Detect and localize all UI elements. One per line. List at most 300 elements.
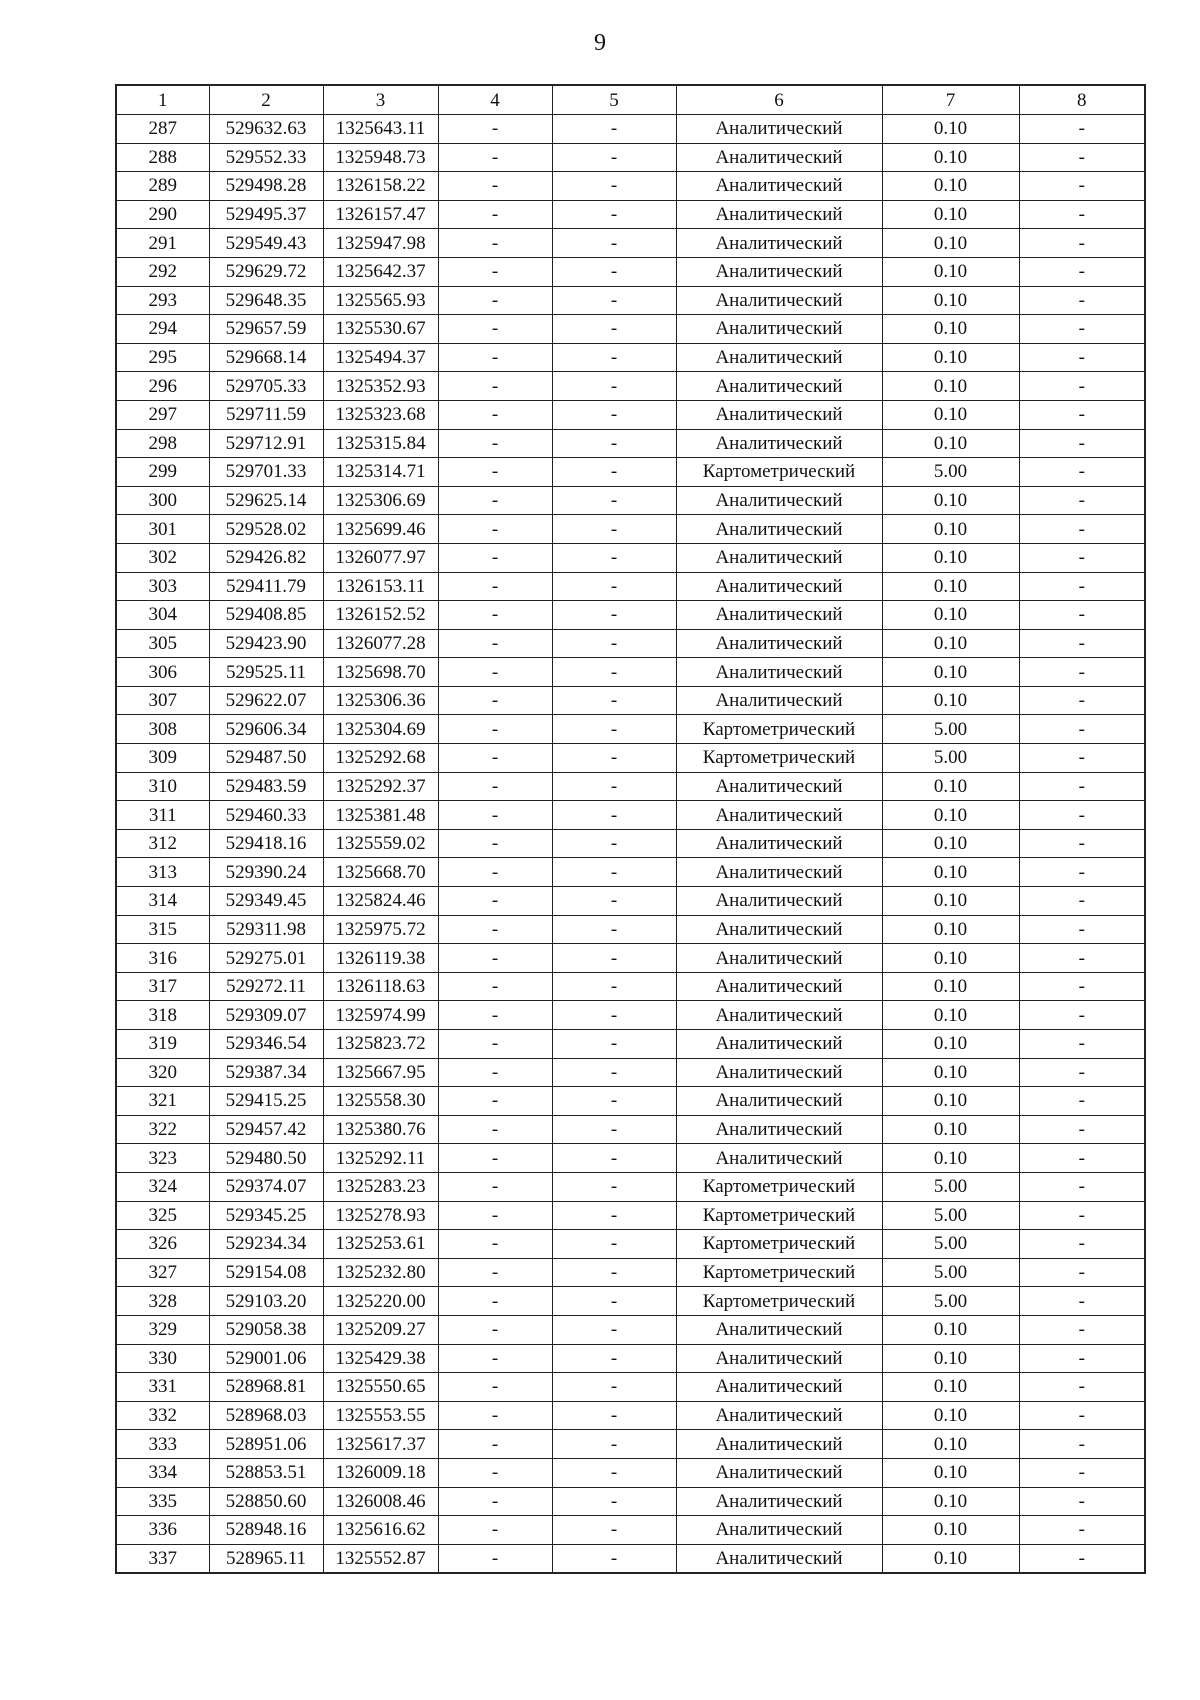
table-cell-col-7: 0.10 bbox=[882, 143, 1019, 172]
table-cell-col-2: 529480.50 bbox=[209, 1144, 323, 1173]
table-cell-col-6: Аналитический bbox=[676, 972, 882, 1001]
table-cell-col-8: - bbox=[1019, 1344, 1145, 1373]
table-row bbox=[116, 1487, 1145, 1516]
table-row bbox=[116, 572, 1145, 601]
table-cell-col-3: 1325292.68 bbox=[323, 744, 438, 773]
table-cell-col-7: 0.10 bbox=[882, 400, 1019, 429]
table-cell-col-1: 306 bbox=[116, 658, 209, 687]
table-cell-col-6: Аналитический bbox=[676, 887, 882, 916]
table-cell-col-4: - bbox=[438, 1516, 552, 1545]
table-cell-col-7: 0.10 bbox=[882, 629, 1019, 658]
table-cell-col-6: Аналитический bbox=[676, 1001, 882, 1030]
table-cell-col-7: 0.10 bbox=[882, 200, 1019, 229]
table-cell-col-4: - bbox=[438, 915, 552, 944]
table-cell-col-2: 529552.33 bbox=[209, 143, 323, 172]
table-cell-col-3: 1325232.80 bbox=[323, 1258, 438, 1287]
table-cell-col-8: - bbox=[1019, 429, 1145, 458]
table-cell-col-1: 301 bbox=[116, 515, 209, 544]
table-row bbox=[116, 1201, 1145, 1230]
table-cell-col-4: - bbox=[438, 1401, 552, 1430]
table-cell-col-4: - bbox=[438, 1030, 552, 1059]
table-cell-col-4: - bbox=[438, 1144, 552, 1173]
table-row bbox=[116, 1230, 1145, 1259]
table-row bbox=[116, 715, 1145, 744]
table-cell-col-7: 0.10 bbox=[882, 229, 1019, 258]
table-cell-col-2: 529629.72 bbox=[209, 257, 323, 286]
table-cell-col-2: 528968.81 bbox=[209, 1373, 323, 1402]
table-cell-col-1: 293 bbox=[116, 286, 209, 315]
table-cell-col-2: 529234.34 bbox=[209, 1230, 323, 1259]
table-cell-col-2: 529668.14 bbox=[209, 343, 323, 372]
table-cell-col-3: 1325314.71 bbox=[323, 458, 438, 487]
table-cell-col-2: 529648.35 bbox=[209, 286, 323, 315]
table-cell-col-5: - bbox=[552, 1001, 676, 1030]
table-cell-col-8: - bbox=[1019, 1201, 1145, 1230]
table-cell-col-6: Аналитический bbox=[676, 372, 882, 401]
table-cell-col-1: 325 bbox=[116, 1201, 209, 1230]
table-row bbox=[116, 115, 1145, 144]
table-cell-col-8: - bbox=[1019, 1487, 1145, 1516]
table-cell-col-4: - bbox=[438, 658, 552, 687]
table-cell-col-4: - bbox=[438, 515, 552, 544]
table-cell-col-8: - bbox=[1019, 1315, 1145, 1344]
table-cell-col-7: 0.10 bbox=[882, 1544, 1019, 1573]
table-cell-col-2: 529705.33 bbox=[209, 372, 323, 401]
table-cell-col-7: 0.10 bbox=[882, 658, 1019, 687]
table-cell-col-2: 529426.82 bbox=[209, 543, 323, 572]
table-cell-col-7: 5.00 bbox=[882, 458, 1019, 487]
table-row bbox=[116, 944, 1145, 973]
table-cell-col-5: - bbox=[552, 115, 676, 144]
table-cell-col-8: - bbox=[1019, 1544, 1145, 1573]
table-cell-col-5: - bbox=[552, 1458, 676, 1487]
table-cell-col-8: - bbox=[1019, 315, 1145, 344]
table-cell-col-1: 319 bbox=[116, 1030, 209, 1059]
table-row bbox=[116, 1115, 1145, 1144]
table-row bbox=[116, 772, 1145, 801]
table-cell-col-7: 0.10 bbox=[882, 915, 1019, 944]
table-cell-col-7: 5.00 bbox=[882, 744, 1019, 773]
table-cell-col-2: 529154.08 bbox=[209, 1258, 323, 1287]
table-cell-col-4: - bbox=[438, 1172, 552, 1201]
table-cell-col-3: 1325948.73 bbox=[323, 143, 438, 172]
table-cell-col-6: Картометрический bbox=[676, 1287, 882, 1316]
table-cell-col-8: - bbox=[1019, 486, 1145, 515]
table-cell-col-6: Аналитический bbox=[676, 1058, 882, 1087]
table-cell-col-8: - bbox=[1019, 915, 1145, 944]
table-cell-col-8: - bbox=[1019, 515, 1145, 544]
table-cell-col-1: 331 bbox=[116, 1373, 209, 1402]
table-cell-col-4: - bbox=[438, 1058, 552, 1087]
table-row bbox=[116, 1430, 1145, 1459]
table-cell-col-7: 0.10 bbox=[882, 572, 1019, 601]
table-cell-col-7: 0.10 bbox=[882, 343, 1019, 372]
table-cell-col-6: Картометрический bbox=[676, 1172, 882, 1201]
table-cell-col-3: 1325616.62 bbox=[323, 1516, 438, 1545]
table-cell-col-3: 1325220.00 bbox=[323, 1287, 438, 1316]
table-cell-col-2: 529712.91 bbox=[209, 429, 323, 458]
table-cell-col-4: - bbox=[438, 744, 552, 773]
table-cell-col-8: - bbox=[1019, 1001, 1145, 1030]
table-row bbox=[116, 1030, 1145, 1059]
table-cell-col-6: Аналитический bbox=[676, 1430, 882, 1459]
table-cell-col-6: Аналитический bbox=[676, 572, 882, 601]
table-cell-col-4: - bbox=[438, 629, 552, 658]
table-cell-col-4: - bbox=[438, 972, 552, 1001]
table-cell-col-3: 1325278.93 bbox=[323, 1201, 438, 1230]
table-cell-col-2: 529657.59 bbox=[209, 315, 323, 344]
table-cell-col-5: - bbox=[552, 1373, 676, 1402]
table-cell-col-8: - bbox=[1019, 286, 1145, 315]
table-cell-col-2: 528948.16 bbox=[209, 1516, 323, 1545]
table-cell-col-4: - bbox=[438, 572, 552, 601]
table-cell-col-3: 1326119.38 bbox=[323, 944, 438, 973]
table-cell-col-6: Картометрический bbox=[676, 1258, 882, 1287]
table-cell-col-7: 0.10 bbox=[882, 1001, 1019, 1030]
table-cell-col-6: Картометрический bbox=[676, 1230, 882, 1259]
table-cell-col-2: 529528.02 bbox=[209, 515, 323, 544]
table-cell-col-2: 529418.16 bbox=[209, 829, 323, 858]
table-cell-col-7: 0.10 bbox=[882, 1487, 1019, 1516]
table-cell-col-2: 529701.33 bbox=[209, 458, 323, 487]
table-cell-col-5: - bbox=[552, 400, 676, 429]
table-cell-col-5: - bbox=[552, 572, 676, 601]
table-cell-col-2: 529498.28 bbox=[209, 172, 323, 201]
table-cell-col-1: 287 bbox=[116, 115, 209, 144]
page-number: 9 bbox=[594, 30, 606, 56]
table-row bbox=[116, 1258, 1145, 1287]
table-cell-col-6: Картометрический bbox=[676, 1201, 882, 1230]
table-row bbox=[116, 601, 1145, 630]
table-cell-col-8: - bbox=[1019, 1373, 1145, 1402]
table-cell-col-8: - bbox=[1019, 1258, 1145, 1287]
table-cell-col-3: 1325304.69 bbox=[323, 715, 438, 744]
table-cell-col-7: 5.00 bbox=[882, 715, 1019, 744]
table-cell-col-7: 0.10 bbox=[882, 1458, 1019, 1487]
table-cell-col-1: 321 bbox=[116, 1087, 209, 1116]
table-cell-col-3: 1325642.37 bbox=[323, 257, 438, 286]
table-cell-col-3: 1325306.69 bbox=[323, 486, 438, 515]
table-cell-col-3: 1325323.68 bbox=[323, 400, 438, 429]
table-cell-col-5: - bbox=[552, 1058, 676, 1087]
table-cell-col-6: Аналитический bbox=[676, 1344, 882, 1373]
table-cell-col-1: 337 bbox=[116, 1544, 209, 1573]
table-cell-col-6: Аналитический bbox=[676, 229, 882, 258]
table-cell-col-2: 529495.37 bbox=[209, 200, 323, 229]
table-cell-col-1: 300 bbox=[116, 486, 209, 515]
table-cell-col-8: - bbox=[1019, 887, 1145, 916]
table-row bbox=[116, 1315, 1145, 1344]
table-cell-col-6: Аналитический bbox=[676, 1030, 882, 1059]
table-cell-col-5: - bbox=[552, 972, 676, 1001]
column-header-5: 5 bbox=[552, 85, 676, 115]
table-cell-col-4: - bbox=[438, 601, 552, 630]
coordinates-table bbox=[115, 84, 1146, 1574]
table-cell-col-6: Аналитический bbox=[676, 1115, 882, 1144]
table-cell-col-4: - bbox=[438, 1115, 552, 1144]
table-body bbox=[116, 115, 1145, 1574]
table-cell-col-2: 529625.14 bbox=[209, 486, 323, 515]
table-cell-col-6: Аналитический bbox=[676, 944, 882, 973]
table-cell-col-5: - bbox=[552, 629, 676, 658]
table-cell-col-8: - bbox=[1019, 1087, 1145, 1116]
table-row bbox=[116, 1058, 1145, 1087]
table-cell-col-1: 290 bbox=[116, 200, 209, 229]
table-cell-col-8: - bbox=[1019, 257, 1145, 286]
table-row bbox=[116, 829, 1145, 858]
table-cell-col-3: 1325380.76 bbox=[323, 1115, 438, 1144]
table-cell-col-1: 326 bbox=[116, 1230, 209, 1259]
table-cell-col-8: - bbox=[1019, 1144, 1145, 1173]
table-cell-col-7: 0.10 bbox=[882, 1516, 1019, 1545]
table-cell-col-7: 0.10 bbox=[882, 1058, 1019, 1087]
table-cell-col-6: Аналитический bbox=[676, 829, 882, 858]
table-cell-col-3: 1325643.11 bbox=[323, 115, 438, 144]
table-cell-col-7: 0.10 bbox=[882, 429, 1019, 458]
table-cell-col-7: 0.10 bbox=[882, 887, 1019, 916]
table-cell-col-6: Аналитический bbox=[676, 915, 882, 944]
table-cell-col-2: 529390.24 bbox=[209, 858, 323, 887]
table-cell-col-6: Аналитический bbox=[676, 601, 882, 630]
table-cell-col-5: - bbox=[552, 1544, 676, 1573]
table-cell-col-2: 528965.11 bbox=[209, 1544, 323, 1573]
table-cell-col-1: 291 bbox=[116, 229, 209, 258]
table-cell-col-1: 310 bbox=[116, 772, 209, 801]
table-cell-col-3: 1326077.28 bbox=[323, 629, 438, 658]
table-cell-col-5: - bbox=[552, 1258, 676, 1287]
table-cell-col-8: - bbox=[1019, 772, 1145, 801]
table-cell-col-3: 1325823.72 bbox=[323, 1030, 438, 1059]
table-cell-col-2: 529483.59 bbox=[209, 772, 323, 801]
table-cell-col-3: 1326008.46 bbox=[323, 1487, 438, 1516]
table-cell-col-3: 1325558.30 bbox=[323, 1087, 438, 1116]
table-cell-col-2: 529058.38 bbox=[209, 1315, 323, 1344]
table-cell-col-3: 1325617.37 bbox=[323, 1430, 438, 1459]
table-cell-col-8: - bbox=[1019, 1401, 1145, 1430]
table-cell-col-3: 1325667.95 bbox=[323, 1058, 438, 1087]
table-cell-col-2: 529549.43 bbox=[209, 229, 323, 258]
table-row bbox=[116, 486, 1145, 515]
table-cell-col-2: 529387.34 bbox=[209, 1058, 323, 1087]
table-cell-col-8: - bbox=[1019, 372, 1145, 401]
table-cell-col-8: - bbox=[1019, 686, 1145, 715]
table-cell-col-4: - bbox=[438, 1373, 552, 1402]
table-cell-col-4: - bbox=[438, 229, 552, 258]
table-cell-col-7: 0.10 bbox=[882, 686, 1019, 715]
table-cell-col-7: 0.10 bbox=[882, 1144, 1019, 1173]
table-cell-col-1: 305 bbox=[116, 629, 209, 658]
table-cell-col-5: - bbox=[552, 1487, 676, 1516]
table-cell-col-1: 296 bbox=[116, 372, 209, 401]
table-cell-col-7: 5.00 bbox=[882, 1258, 1019, 1287]
table-cell-col-4: - bbox=[438, 200, 552, 229]
table-cell-col-1: 315 bbox=[116, 915, 209, 944]
table-cell-col-3: 1325550.65 bbox=[323, 1373, 438, 1402]
table-cell-col-7: 5.00 bbox=[882, 1172, 1019, 1201]
table-cell-col-3: 1326077.97 bbox=[323, 543, 438, 572]
table-cell-col-8: - bbox=[1019, 601, 1145, 630]
table-cell-col-7: 0.10 bbox=[882, 1030, 1019, 1059]
table-cell-col-4: - bbox=[438, 286, 552, 315]
table-cell-col-3: 1325306.36 bbox=[323, 686, 438, 715]
table-cell-col-8: - bbox=[1019, 1516, 1145, 1545]
table-cell-col-1: 334 bbox=[116, 1458, 209, 1487]
table-cell-col-4: - bbox=[438, 343, 552, 372]
table-row bbox=[116, 315, 1145, 344]
column-header-7: 7 bbox=[882, 85, 1019, 115]
table-cell-col-2: 529408.85 bbox=[209, 601, 323, 630]
table-cell-col-6: Аналитический bbox=[676, 1373, 882, 1402]
table-cell-col-7: 0.10 bbox=[882, 515, 1019, 544]
table-cell-col-3: 1325565.93 bbox=[323, 286, 438, 315]
table-cell-col-2: 529311.98 bbox=[209, 915, 323, 944]
table-cell-col-6: Аналитический bbox=[676, 801, 882, 830]
table-cell-col-4: - bbox=[438, 400, 552, 429]
table-cell-col-1: 295 bbox=[116, 343, 209, 372]
table-row bbox=[116, 172, 1145, 201]
table-row bbox=[116, 1516, 1145, 1545]
table-row bbox=[116, 286, 1145, 315]
table-cell-col-4: - bbox=[438, 686, 552, 715]
table-cell-col-6: Аналитический bbox=[676, 1487, 882, 1516]
table-row bbox=[116, 343, 1145, 372]
table-cell-col-5: - bbox=[552, 458, 676, 487]
table-cell-col-5: - bbox=[552, 1401, 676, 1430]
table-row bbox=[116, 400, 1145, 429]
table-row bbox=[116, 1401, 1145, 1430]
table-cell-col-5: - bbox=[552, 1344, 676, 1373]
table-cell-col-6: Аналитический bbox=[676, 1315, 882, 1344]
table-cell-col-8: - bbox=[1019, 1030, 1145, 1059]
table-row bbox=[116, 543, 1145, 572]
table-cell-col-5: - bbox=[552, 1115, 676, 1144]
column-header-4: 4 bbox=[438, 85, 552, 115]
table-cell-col-7: 0.10 bbox=[882, 1115, 1019, 1144]
table-cell-col-7: 0.10 bbox=[882, 1373, 1019, 1402]
table-cell-col-3: 1326157.47 bbox=[323, 200, 438, 229]
table-cell-col-8: - bbox=[1019, 229, 1145, 258]
table-cell-col-3: 1325530.67 bbox=[323, 315, 438, 344]
table-cell-col-7: 0.10 bbox=[882, 1430, 1019, 1459]
table-cell-col-5: - bbox=[552, 801, 676, 830]
table-cell-col-6: Картометрический bbox=[676, 458, 882, 487]
table-cell-col-3: 1325974.99 bbox=[323, 1001, 438, 1030]
table-cell-col-1: 304 bbox=[116, 601, 209, 630]
table-cell-col-1: 311 bbox=[116, 801, 209, 830]
table-cell-col-5: - bbox=[552, 486, 676, 515]
table-cell-col-4: - bbox=[438, 315, 552, 344]
table-cell-col-6: Аналитический bbox=[676, 772, 882, 801]
table-cell-col-5: - bbox=[552, 715, 676, 744]
column-header-2: 2 bbox=[209, 85, 323, 115]
table-cell-col-7: 0.10 bbox=[882, 1401, 1019, 1430]
table-cell-col-3: 1325381.48 bbox=[323, 801, 438, 830]
table-cell-col-5: - bbox=[552, 744, 676, 773]
table-cell-col-1: 303 bbox=[116, 572, 209, 601]
table-cell-col-5: - bbox=[552, 1230, 676, 1259]
table-cell-col-5: - bbox=[552, 143, 676, 172]
table-cell-col-5: - bbox=[552, 1030, 676, 1059]
table-row bbox=[116, 458, 1145, 487]
table-cell-col-1: 298 bbox=[116, 429, 209, 458]
table-cell-col-1: 289 bbox=[116, 172, 209, 201]
table-cell-col-5: - bbox=[552, 257, 676, 286]
table-row bbox=[116, 744, 1145, 773]
table-cell-col-8: - bbox=[1019, 858, 1145, 887]
table-cell-col-3: 1326118.63 bbox=[323, 972, 438, 1001]
table-cell-col-7: 0.10 bbox=[882, 286, 1019, 315]
table-cell-col-5: - bbox=[552, 829, 676, 858]
table-cell-col-8: - bbox=[1019, 715, 1145, 744]
table-cell-col-3: 1325552.87 bbox=[323, 1544, 438, 1573]
table-row bbox=[116, 1087, 1145, 1116]
table-cell-col-5: - bbox=[552, 858, 676, 887]
table-cell-col-6: Аналитический bbox=[676, 400, 882, 429]
table-cell-col-8: - bbox=[1019, 658, 1145, 687]
table-cell-col-2: 529525.11 bbox=[209, 658, 323, 687]
table-cell-col-5: - bbox=[552, 1516, 676, 1545]
table-cell-col-8: - bbox=[1019, 801, 1145, 830]
table-cell-col-1: 318 bbox=[116, 1001, 209, 1030]
table-cell-col-6: Аналитический bbox=[676, 115, 882, 144]
table-cell-col-5: - bbox=[552, 1172, 676, 1201]
table-cell-col-7: 0.10 bbox=[882, 172, 1019, 201]
table-row bbox=[116, 200, 1145, 229]
table-cell-col-2: 529415.25 bbox=[209, 1087, 323, 1116]
table-row bbox=[116, 1458, 1145, 1487]
table-cell-col-3: 1325668.70 bbox=[323, 858, 438, 887]
table-cell-col-1: 324 bbox=[116, 1172, 209, 1201]
table-row bbox=[116, 143, 1145, 172]
table-cell-col-1: 309 bbox=[116, 744, 209, 773]
table-cell-col-4: - bbox=[438, 458, 552, 487]
table-cell-col-5: - bbox=[552, 315, 676, 344]
table-cell-col-8: - bbox=[1019, 143, 1145, 172]
table-cell-col-7: 0.10 bbox=[882, 372, 1019, 401]
table-cell-col-7: 0.10 bbox=[882, 486, 1019, 515]
table-row bbox=[116, 972, 1145, 1001]
table-cell-col-6: Аналитический bbox=[676, 429, 882, 458]
table-cell-col-6: Аналитический bbox=[676, 658, 882, 687]
table-row bbox=[116, 1172, 1145, 1201]
table-cell-col-2: 528968.03 bbox=[209, 1401, 323, 1430]
table-cell-col-2: 529374.07 bbox=[209, 1172, 323, 1201]
table-row bbox=[116, 1373, 1145, 1402]
table-cell-col-7: 5.00 bbox=[882, 1230, 1019, 1259]
table-cell-col-1: 322 bbox=[116, 1115, 209, 1144]
table-cell-col-1: 332 bbox=[116, 1401, 209, 1430]
table-cell-col-3: 1325975.72 bbox=[323, 915, 438, 944]
table-cell-col-5: - bbox=[552, 543, 676, 572]
table-cell-col-8: - bbox=[1019, 1458, 1145, 1487]
table-cell-col-5: - bbox=[552, 515, 676, 544]
table-cell-col-1: 316 bbox=[116, 944, 209, 973]
table-cell-col-2: 529346.54 bbox=[209, 1030, 323, 1059]
table-cell-col-1: 313 bbox=[116, 858, 209, 887]
table-cell-col-1: 328 bbox=[116, 1287, 209, 1316]
table-cell-col-1: 333 bbox=[116, 1430, 209, 1459]
table-row bbox=[116, 229, 1145, 258]
table-cell-col-1: 323 bbox=[116, 1144, 209, 1173]
table-cell-col-1: 320 bbox=[116, 1058, 209, 1087]
table-cell-col-1: 294 bbox=[116, 315, 209, 344]
table-cell-col-8: - bbox=[1019, 115, 1145, 144]
table-cell-col-5: - bbox=[552, 1315, 676, 1344]
table-cell-col-3: 1325209.27 bbox=[323, 1315, 438, 1344]
table-cell-col-4: - bbox=[438, 1001, 552, 1030]
column-header-3: 3 bbox=[323, 85, 438, 115]
table-cell-col-5: - bbox=[552, 915, 676, 944]
